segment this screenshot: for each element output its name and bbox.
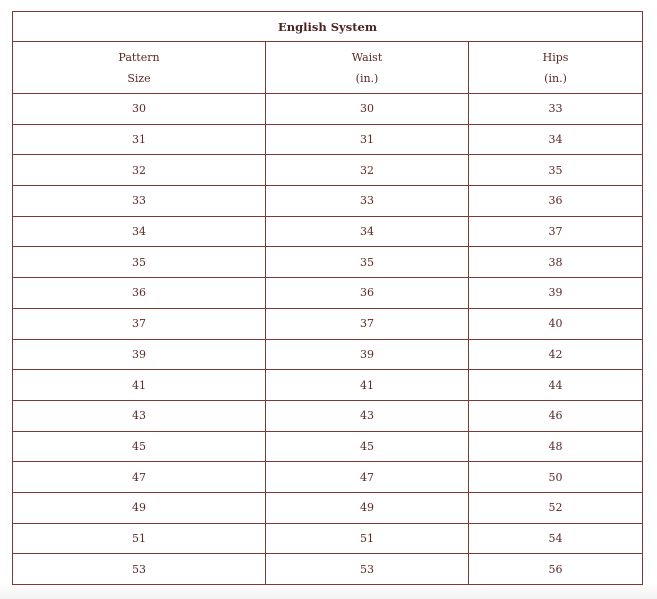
header-hips-line1: Hips	[542, 50, 569, 64]
table-row	[13, 400, 643, 431]
cell-hips: 38	[469, 247, 643, 278]
size-chart	[12, 11, 642, 585]
header-waist-line1: Waist	[351, 50, 383, 64]
cell-pattern-size: 53	[13, 554, 266, 585]
cell-hips: 46	[469, 400, 643, 431]
cell-pattern-size: 35	[13, 247, 266, 278]
table-row	[13, 278, 643, 309]
cell-waist: 34	[266, 216, 469, 247]
cell-hips: 50	[469, 462, 643, 493]
cell-waist: 39	[266, 339, 469, 370]
cell-pattern-size: 49	[13, 492, 266, 523]
cell-waist: 47	[266, 462, 469, 493]
cell-waist: 41	[266, 370, 469, 401]
cell-hips: 33	[469, 94, 643, 125]
cell-hips: 35	[469, 155, 643, 186]
table-row	[13, 523, 643, 554]
table-row	[13, 186, 643, 217]
cell-hips: 52	[469, 492, 643, 523]
table-row	[13, 308, 643, 339]
cell-pattern-size: 43	[13, 400, 266, 431]
header-pattern-size-line1: Pattern	[118, 50, 160, 64]
cell-hips: 39	[469, 278, 643, 309]
cell-hips: 36	[469, 186, 643, 217]
cell-pattern-size: 45	[13, 431, 266, 462]
cell-pattern-size: 30	[13, 94, 266, 125]
cell-hips: 54	[469, 523, 643, 554]
header-hips-line2: (in.)	[544, 71, 567, 85]
header-waist-line2: (in.)	[355, 71, 379, 85]
cell-hips: 40	[469, 308, 643, 339]
cell-waist: 43	[266, 400, 469, 431]
table-row	[13, 431, 643, 462]
cell-waist: 30	[266, 94, 469, 125]
cell-hips: 42	[469, 339, 643, 370]
table-body	[13, 94, 643, 585]
cell-pattern-size: 39	[13, 339, 266, 370]
cell-pattern-size: 41	[13, 370, 266, 401]
header-waist	[266, 42, 469, 94]
cell-waist: 51	[266, 523, 469, 554]
cell-waist: 36	[266, 278, 469, 309]
cell-waist: 33	[266, 186, 469, 217]
cell-waist: 31	[266, 124, 469, 155]
cell-hips: 44	[469, 370, 643, 401]
cell-waist: 45	[266, 431, 469, 462]
cell-pattern-size: 51	[13, 523, 266, 554]
table-row	[13, 492, 643, 523]
table-row	[13, 94, 643, 125]
cell-hips: 34	[469, 124, 643, 155]
cell-waist: 49	[266, 492, 469, 523]
table-row	[13, 339, 643, 370]
header-hips	[469, 42, 643, 94]
table-row	[13, 554, 643, 585]
header-pattern-size-line2: Size	[127, 71, 151, 85]
cell-waist: 35	[266, 247, 469, 278]
cell-pattern-size: 32	[13, 155, 266, 186]
cell-hips: 37	[469, 216, 643, 247]
table-row	[13, 216, 643, 247]
table-row	[13, 155, 643, 186]
cell-pattern-size: 33	[13, 186, 266, 217]
cell-pattern-size: 37	[13, 308, 266, 339]
cell-waist: 32	[266, 155, 469, 186]
cell-pattern-size: 31	[13, 124, 266, 155]
cell-pattern-size: 47	[13, 462, 266, 493]
table-title: English System	[13, 12, 643, 42]
table-row	[13, 370, 643, 401]
table-row	[13, 124, 643, 155]
cell-pattern-size: 34	[13, 216, 266, 247]
cell-pattern-size: 36	[13, 278, 266, 309]
table-row	[13, 247, 643, 278]
table-row	[13, 462, 643, 493]
cell-hips: 48	[469, 431, 643, 462]
english-system-table	[12, 11, 643, 585]
header-pattern-size	[13, 42, 266, 94]
cell-hips: 56	[469, 554, 643, 585]
cell-waist: 53	[266, 554, 469, 585]
cell-waist: 37	[266, 308, 469, 339]
